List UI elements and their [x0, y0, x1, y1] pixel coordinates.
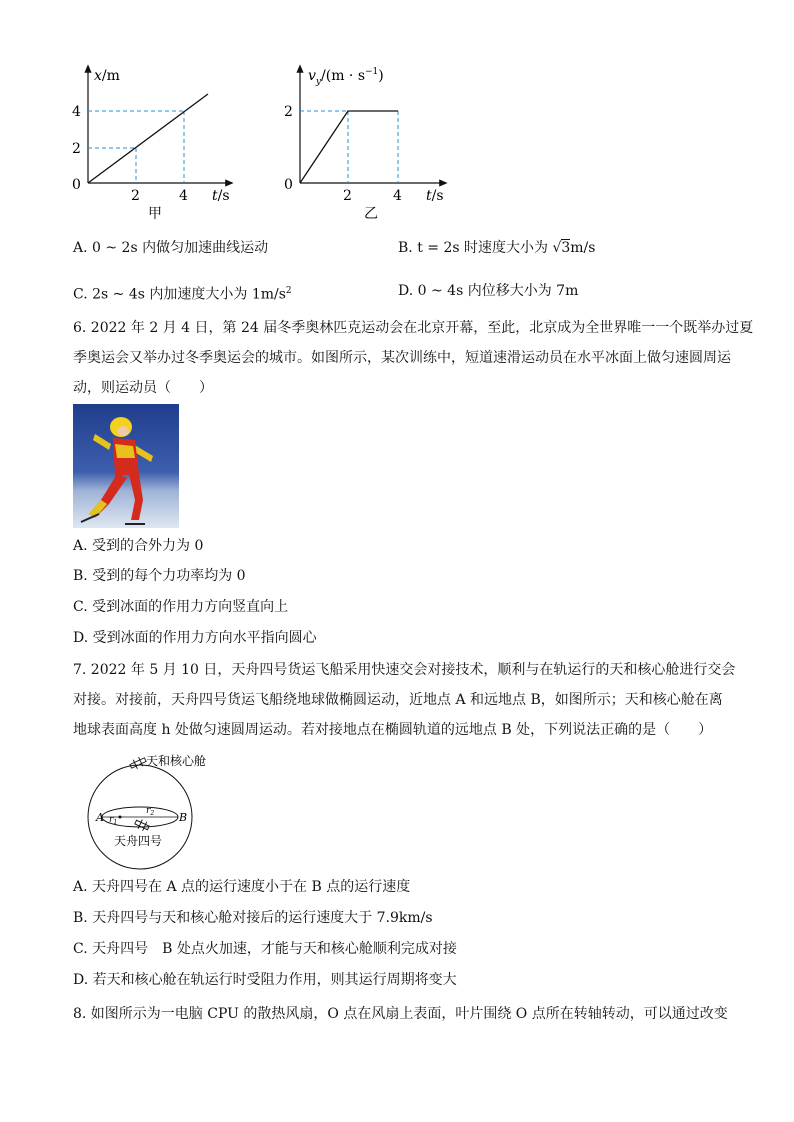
q5-option-b-unit: m/s: [570, 240, 596, 256]
q5-option-b-text: B. t = 2s 时速度大小为: [398, 240, 553, 256]
x-axis-label: t/s: [212, 188, 230, 204]
x-axis-label: t/s: [426, 188, 444, 204]
y-tick-2: 2: [72, 141, 81, 157]
q5-option-c-exp: 2: [285, 286, 292, 296]
q7-stem-line2: 对接。对接前，天舟四号货运飞船绕地球做椭圆运动，近地点 A 和远地点 B，如图所示；天和核心舱在离: [73, 692, 723, 708]
label-station: 天和核心舱: [146, 754, 206, 768]
graph-jia: [60, 58, 250, 223]
q6-option-c: C. 受到冰面的作用力方向竖直向上: [73, 599, 289, 615]
q7-option-c: C. 天舟四号 B 处点火加速，才能与天和核心舱顺利完成对接: [73, 941, 457, 957]
label-point-a: A: [96, 811, 104, 824]
x-tick-2: 2: [131, 188, 140, 204]
origin-label: 0: [72, 177, 81, 193]
q6-option-d: D. 受到冰面的作用力方向水平指向圆心: [73, 630, 317, 646]
cargo-ship-icon: [134, 818, 151, 833]
q5-option-b: [398, 238, 595, 258]
q5-option-c: [73, 281, 292, 305]
orbit-diagram: [76, 750, 206, 870]
origin-label: 0: [284, 177, 293, 193]
earth-center: [119, 816, 122, 819]
q7-option-d: D. 若天和核心舱在轨运行时受阻力作用，则其运行周期将变大: [73, 972, 457, 988]
y-tick-4: 4: [72, 104, 81, 120]
x-t-line: [88, 94, 208, 183]
y-tick-2: 2: [284, 104, 293, 120]
q5-option-a: A. 0 ~ 2s 内做匀加速曲线运动: [73, 240, 269, 256]
x-tick-2: 2: [343, 188, 352, 204]
q6-stem-line3: 动，则运动员（ ）: [73, 380, 213, 396]
q6-option-b: B. 受到的每个力功率均为 0: [73, 568, 246, 584]
q7-option-b: B. 天舟四号与天和核心舱对接后的运行速度大于 7.9km/s: [73, 910, 433, 926]
q7-stem-line3: 地球表面高度 h 处做匀速圆周运动。若对接地点在椭圆轨道的远地点 B 处，下列说法正确的是（ ）: [73, 722, 713, 738]
q5-option-c-text: C. 2s ~ 4s 内加速度大小为 1m/s: [73, 286, 286, 303]
label-point-b: B: [179, 811, 188, 824]
label-r2: $r_2$: [146, 806, 155, 817]
q5-option-d: D. 0 ~ 4s 内位移大小为 7m: [398, 283, 579, 299]
graph-yi: [272, 58, 472, 223]
vy-t-line: [300, 111, 398, 183]
x-tick-4: 4: [393, 188, 402, 204]
q7-option-a: A. 天舟四号在 A 点的运行速度小于在 B 点的运行速度: [73, 879, 411, 895]
graph-caption: 乙: [364, 206, 378, 222]
station-icon: [129, 755, 148, 771]
label-r1: $r_1$: [109, 815, 118, 826]
q5-option-b-sqrt: 3: [561, 240, 571, 256]
label-cargo-ship: 天舟四号: [114, 834, 163, 848]
graph-caption: 甲: [148, 206, 162, 222]
y-axis-label: $v_y/(m \cdot s^{-1})$: [308, 67, 384, 87]
q6-option-a: A. 受到的合外力为 0: [73, 538, 204, 554]
q8-stem-line1: 8. 如图所示为一电脑 CPU 的散热风扇，O 点在风扇上表面，叶片围绕 O 点所在转轴转动，可以通过改变: [73, 1006, 728, 1022]
sqrt-sign: √: [552, 240, 562, 256]
y-axis-label: x/m: [94, 68, 120, 84]
x-tick-4: 4: [179, 188, 188, 204]
skater-photo: [73, 404, 179, 528]
q6-stem-line1: 6. 2022 年 2 月 4 日，第 24 届冬季奥林匹克运动会在北京开幕，至此，北京成为全世界唯一一个既举办过夏: [73, 320, 754, 336]
q7-stem-line1: 7. 2022 年 5 月 10 日，天舟四号货运飞船采用快速交会对接技术，顺利与在轨运行的天和核心舱进行交会: [73, 662, 736, 678]
q6-stem-line2: 季奥运会又举办过冬季奥运会的城市。如图所示，某次训练中，短道速滑运动员在水平冰面上做匀速圆周运: [73, 350, 731, 366]
